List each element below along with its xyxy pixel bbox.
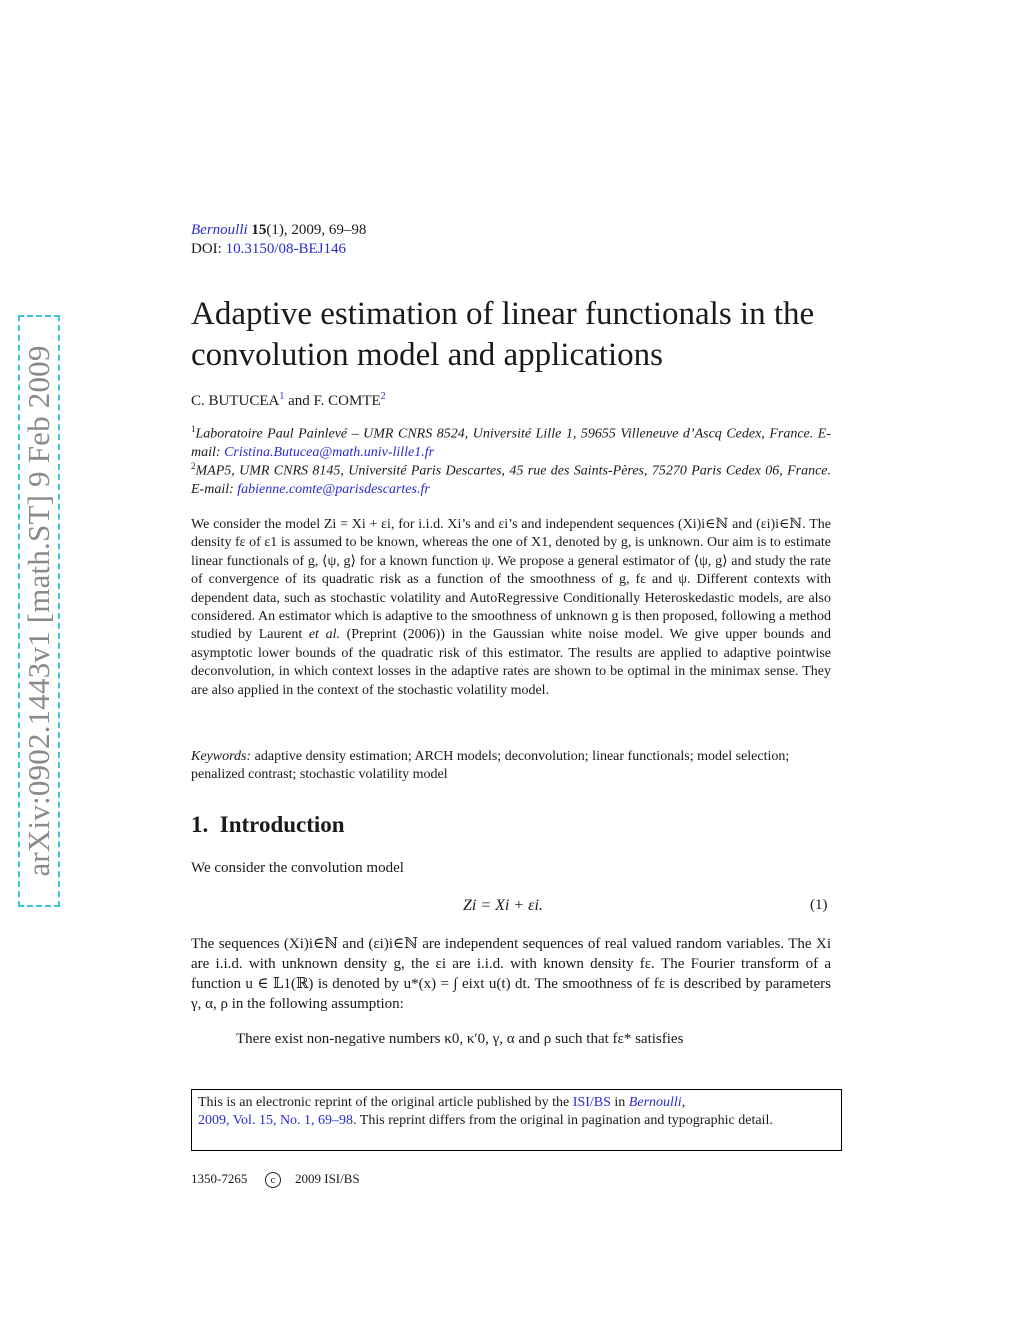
section-number: 1. <box>191 812 209 837</box>
arxiv-stamp <box>18 315 60 907</box>
reprint-text-2: in <box>610 1095 629 1110</box>
abstract-et-al: et al. <box>308 627 340 643</box>
reprint-text-3: , <box>681 1095 686 1110</box>
email-butucea[interactable]: Cristina.Butucea@math.univ-lille1.fr <box>224 445 435 461</box>
citation-link[interactable]: 2009, Vol. 15, No. 1, 69–98 <box>198 1113 354 1129</box>
affiliation-2 <box>191 457 831 500</box>
journal-citation <box>191 222 366 239</box>
equation-1: Zi = Xi + εi. <box>463 897 543 914</box>
authors <box>191 391 386 410</box>
issn: 1350-7265 <box>191 1171 248 1186</box>
section-title: Introduction <box>219 812 345 837</box>
reprint-text-1: This is an electronic reprint of the original article published by the <box>198 1095 573 1110</box>
affiliation-1-text: Laboratoire Paul Painlevé – UMR CNRS 8524, Université Lille 1, 59655 Villeneuve d’Ascq Cedex, France. E-mail: <box>191 426 831 461</box>
assumption-statement: There exist non-negative numbers κ0, κ′0, γ, α and ρ such that fε* satisfies <box>236 1031 684 1047</box>
affiliation-2-mark: 2 <box>191 461 196 471</box>
keywords-label: Keywords: <box>191 749 252 764</box>
arxiv-id: arXiv:0902.1443v1 [math.ST] 9 Feb 2009 <box>21 345 56 877</box>
email-comte[interactable]: fabienne.comte@parisdescartes.fr <box>237 482 430 498</box>
author-comte-mark[interactable]: 2 <box>380 391 386 402</box>
reprint-notice <box>191 1089 842 1151</box>
reprint-text-4: . This reprint differs from the original in pagination and typographic detail. <box>353 1113 773 1129</box>
copyright-text: 2009 ISI/BS <box>295 1171 360 1186</box>
doi-line <box>191 241 346 258</box>
copyright-symbol <box>265 1171 285 1188</box>
author-butucea-mark[interactable]: 1 <box>279 391 285 402</box>
keywords-text: adaptive density estimation; ARCH models; deconvolution; linear functionals; model selection; penalized contrast; stochastic volatility model <box>191 749 790 783</box>
abstract-part-1: We consider the model Zi = Xi + εi, for i.i.d. Xi’s and εi’s and independent sequences (Xi)i∈ℕ and (εi)i∈ℕ. The density fε of ε1 is assumed to be known, whereas the one of X1, denoted by g, is unknown. Our aim is to estimate linear functionals of g, ⟨ψ, g⟩ for a known function ψ. We propose a general estimator of ⟨ψ, g⟩ and study the rate of convergence of its quadratic risk as a function of the smoothness of g, fε and ψ. Different contexts with dependent data, such as stochastic volatility and AutoRegressive Conditionally Heteroskedastic models, are also considered. An estimator which is adaptive to the smoothness of unknown g is then proposed, following a method studied by Laurent <box>191 517 831 643</box>
journal-link[interactable]: Bernoulli <box>191 222 248 238</box>
journal-volume: 15 <box>251 222 267 238</box>
intro-paragraph-1: We consider the convolution model <box>191 860 404 876</box>
keywords <box>191 748 831 785</box>
affiliation-2-text: MAP5, UMR CNRS 8145, Université Paris Descartes, 45 rue des Saints-Pères, 75270 Paris Cedex 06, France. E-mail: <box>191 463 831 498</box>
abstract-part-2: (Preprint (2006)) in the Gaussian white noise model. We give upper bounds and asymptotic lower bounds of the quadratic risk of this estimator. The results are applied to adaptive pointwise deconvolution, in which context losses in the adaptive rates are shown to be optimal in the minimax sense. They are also applied in the context of the stochastic volatility model. <box>191 627 831 698</box>
journal-details: (1), 2009, 69–98 <box>266 222 367 238</box>
intro-paragraph-2: The sequences (Xi)i∈ℕ and (εi)i∈ℕ are independent sequences of real valued random variables. The Xi are i.i.d. with unknown density g, the εi are i.i.d. with known density fε. The Fourier transform of a function u ∈ 𝕃1(ℝ) is denoted by u*(x) = ∫ eixt u(t) dt. The smoothness of fε is described by parameters γ, α, ρ in the following assumption: <box>191 936 831 1012</box>
doi-label: DOI: <box>191 241 222 257</box>
copyright-icon: c <box>265 1172 281 1188</box>
affiliation-1-mark: 1 <box>191 424 196 434</box>
equation-1-number: (1) <box>810 897 828 913</box>
abstract <box>191 516 831 700</box>
paper-title: Adaptive estimation of linear functionals in the convolution model and applications <box>191 296 815 373</box>
author-butucea: C. BUTUCEA <box>191 393 280 409</box>
author-comte: F. COMTE <box>313 393 381 409</box>
authors-and: and <box>288 393 310 409</box>
doi-link[interactable]: 10.3150/08-BEJ146 <box>225 241 346 257</box>
section-heading-introduction <box>191 812 345 838</box>
isi-bs-link[interactable]: ISI/BS <box>572 1095 611 1110</box>
bernoulli-link[interactable]: Bernoulli <box>628 1095 682 1110</box>
